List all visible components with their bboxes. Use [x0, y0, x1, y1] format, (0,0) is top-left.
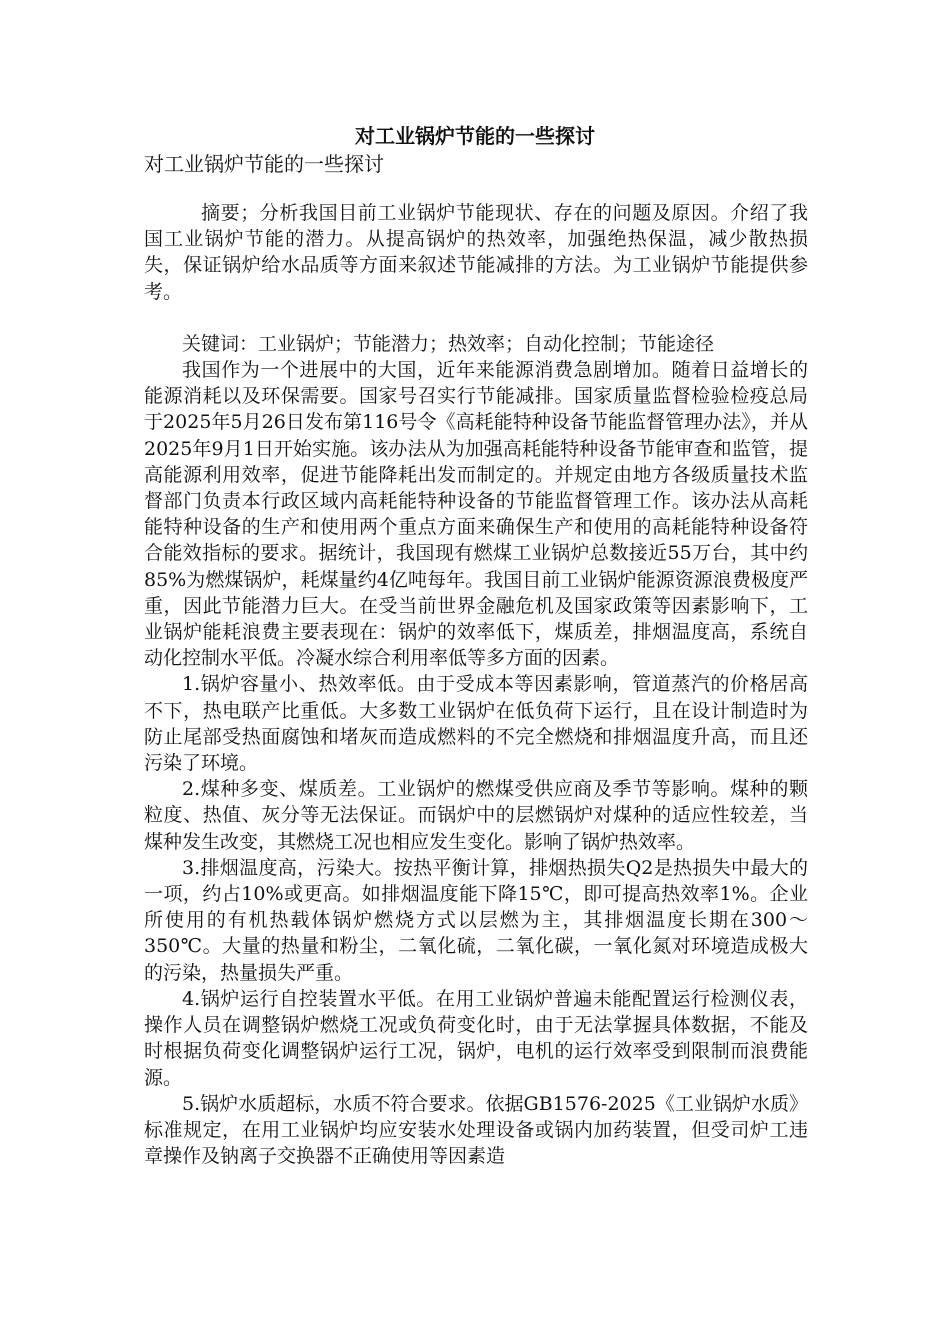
- body-paragraph-3: 3.排烟温度高，污染大。按热平衡计算，排烟热损失Q2是热损失中最大的一项，约占10%或更高。如排烟温度能下降15℃，即可提高热效率1%。企业所使用的有机热载体锅炉燃烧方式以层燃为主，其排烟温度长期在300～350℃。大量的热量和粉尘，二氧化硫，二氧化碳，一氧化氮对环境造成极大的污染，热量损失严重。: [144, 856, 808, 984]
- body-paragraph-intro: 我国作为一个进展中的大国，近年来能源消费急剧增加。随着日益增长的能源消耗以及环保需要。国家号召实行节能减排。国家质量监督检验检疫总局于2025年5月26日发布第116号令《高耗能特种设备节能监督管理办法》，并从2025年9月1日开始实施。该办法从为加强高耗能特种设备节能审查和监管，提高能源利用效率，促进节能降耗出发而制定的。并规定由地方各级质量技术监督部门负责本行政区域内高耗能特种设备的节能监督管理工作。该办法从高耗能特种设备的生产和使用两个重点方面来确保生产和使用的高耗能特种设备符合能效指标的要求。据统计，我国现有燃煤工业锅炉总数接近55万台，其中约85%为燃煤锅炉，耗煤量约4亿吨每年。我国目前工业锅炉能源资源浪费极度严重，因此节能潜力巨大。在受当前世界金融危机及国家政策等因素影响下，工业锅炉能耗浪费主要表现在：锅炉的效率低下，煤质差，排烟温度高，系统自动化控制水平低。冷凝水综合利用率低等多方面的因素。: [144, 359, 808, 670]
- abstract-paragraph: 摘要；分析我国目前工业锅炉节能现状、存在的问题及原因。介绍了我国工业锅炉节能的潜力。从提高锅炉的热效率，加强绝热保温，减少散热损失，保证锅炉给水品质等方面来叙述节能减排的方法。为工业锅炉节能提供参考。: [144, 202, 808, 303]
- body-paragraph-2: 2.煤种多变、煤质差。工业锅炉的燃煤受供应商及季节等影响。煤种的颗粒度、热值、灰分等无法保证。而锅炉中的层燃锅炉对煤种的适应性较差，当煤种发生改变，其燃烧工况也相应发生变化。影响了锅炉热效率。: [144, 778, 808, 853]
- body-paragraph-1: 1.锅炉容量小、热效率低。由于受成本等因素影响，管道蒸汽的价格居高不下，热电联产比重低。大多数工业锅炉在低负荷下运行，且在设计制造时为防止尾部受热面腐蚀和堵灰而造成燃料的不完全燃烧和排烟温度升高，而且还污染了环境。: [144, 673, 808, 775]
- keywords-paragraph: 关键词：工业锅炉；节能潜力；热效率；自动化控制；节能途径: [182, 332, 715, 355]
- paragraph-spacer: [144, 305, 808, 331]
- document-body: [144, 200, 808, 1169]
- document-subtitle: 对工业锅炉节能的一些探讨: [144, 152, 384, 176]
- body-paragraph-5: 5.锅炉水质超标，水质不符合要求。依据GB1576-2025《工业锅炉水质》标准规定，在用工业锅炉均应安装水处理设备或锅内加药装置，但受司炉工违章操作及钠离子交换器不正确使用等因素造: [144, 1092, 808, 1168]
- body-paragraph-4: 4.锅炉运行自控装置水平低。在用工业锅炉普遍未能配置运行检测仪表，操作人员在调整锅炉燃烧工况或负荷变化时，由于无法掌握具体数据，不能及时根据负荷变化调整锅炉运行工况，锅炉，电机的运行效率受到限制而浪费能源。: [144, 987, 808, 1089]
- document-title: 对工业锅炉节能的一些探讨: [355, 124, 595, 148]
